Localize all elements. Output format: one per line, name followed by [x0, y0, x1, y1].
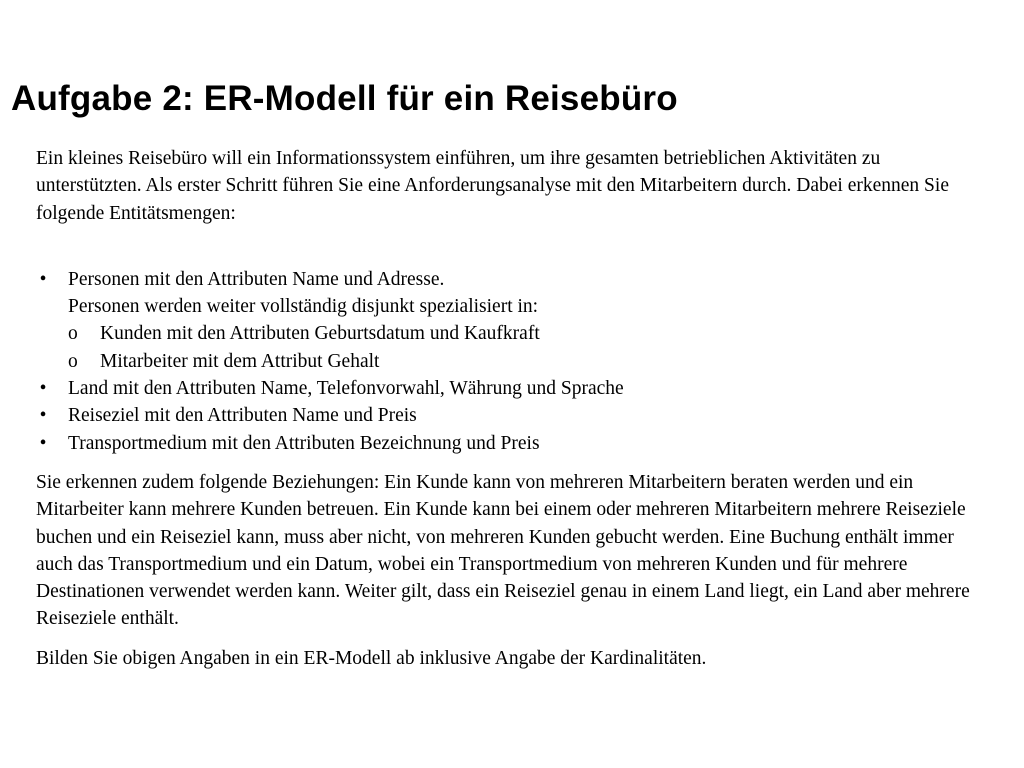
sub-entity-item-mitarbeiter — [68, 348, 986, 375]
relations-paragraph: Sie erkennen zudem folgende Beziehungen: Ein Kunde kann von mehreren Mitarbeitern beraten werden und ein Mitarbeiter kann mehrere Kunden betreuen. Ein Kunde kann bei einem oder mehreren Mitarbeitern mehrere Reiseziele buchen und ein Reiseziel kann, muss aber nicht, von mehreren Kunden gebucht werden. Eine Buchung enthält immer auch das Transportmedium und ein Datum, wobei ein Transportmedium von mehreren Kunden und für mehrere Destinationen verwendet werden kann. Weiter gilt, dass ein Reiseziel genau in einem Land liegt, ein Land aber mehrere Reiseziele enthält. — [36, 471, 970, 630]
entity-item-land — [36, 375, 986, 402]
entity-item-personen — [36, 266, 986, 375]
sub-entity-text: Mitarbeiter mit dem Attribut Gehalt — [100, 350, 380, 372]
exercise-content — [36, 145, 986, 672]
entity-text: Personen mit den Attributen Name und Adresse. — [68, 268, 445, 290]
task-paragraph: Bilden Sie obigen Angaben in ein ER-Modell ab inklusive Angabe der Kardinalitäten. — [36, 647, 707, 669]
bullet-icon: • — [39, 432, 47, 454]
entity-text: Reiseziel mit den Attributen Name und Preis — [68, 405, 417, 427]
sub-entity-item-kunden — [68, 320, 986, 347]
bullet-icon: • — [39, 378, 47, 400]
entity-extra-text: Personen werden weiter vollständig disjunkt spezialisiert in: — [68, 296, 539, 318]
entity-text: Land mit den Attributen Name, Telefonvorwahl, Währung und Sprache — [68, 378, 624, 400]
entity-item-transportmedium — [36, 430, 986, 457]
entity-text: Transportmedium mit den Attributen Bezeichnung und Preis — [68, 432, 540, 454]
page-title: Aufgabe 2: ER-Modell für ein Reisebüro — [11, 79, 678, 118]
sub-entity-list — [68, 320, 986, 375]
entity-item-reiseziel — [36, 402, 986, 429]
circle-bullet-icon: o — [68, 323, 78, 345]
entity-list — [36, 266, 986, 457]
intro-paragraph: Ein kleines Reisebüro will ein Informationssystem einführen, um ihre gesamten betrieblichen Aktivitäten zu unterstützten. Als erster Schritt führen Sie eine Anforderungsanalyse mit den Mitarbeitern durch. Dabei erkennen Sie folgende Entitätsmengen: — [36, 148, 949, 224]
bullet-icon: • — [39, 268, 47, 290]
sub-entity-text: Kunden mit den Attributen Geburtsdatum und Kaufkraft — [100, 323, 540, 345]
bullet-icon: • — [39, 405, 47, 427]
circle-bullet-icon: o — [68, 350, 78, 372]
